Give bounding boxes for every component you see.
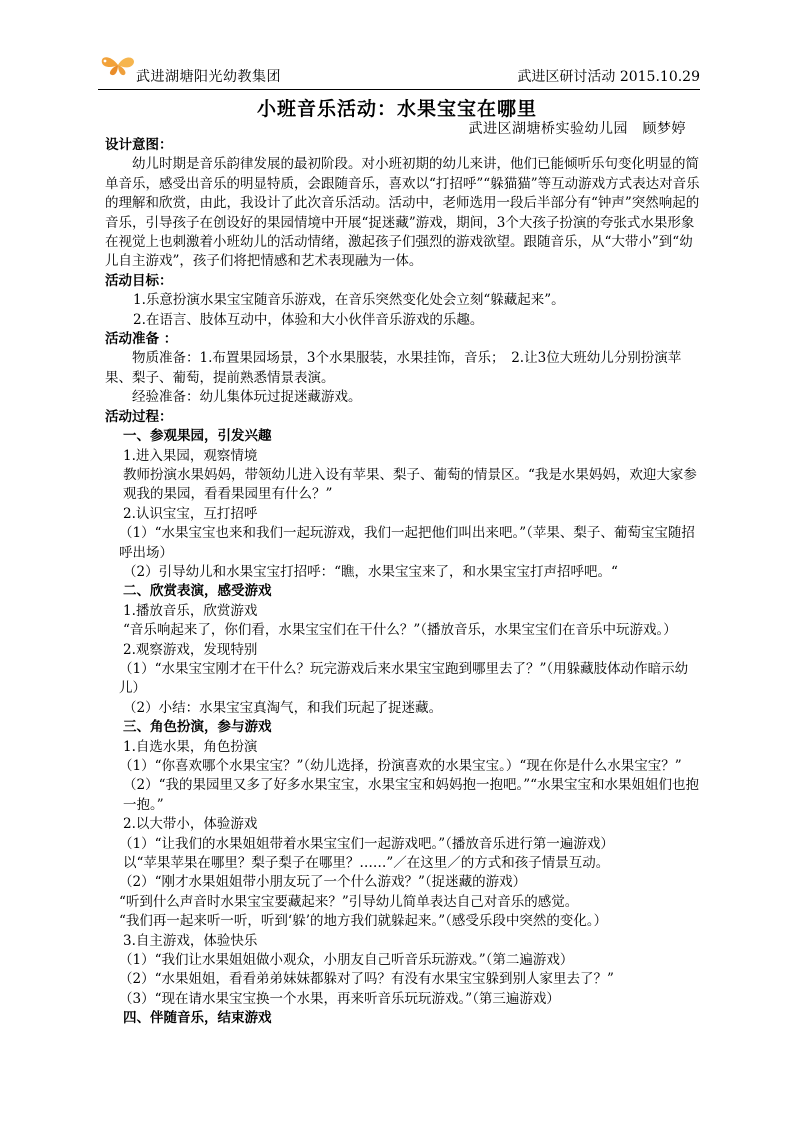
step-text: 教师扮演水果妈妈，带领幼儿进入设有苹果、梨子、葡萄的情景区。“我是水果妈妈，欢迎大家参观我的果园，看看果园里有什么？” bbox=[123, 466, 697, 503]
prep-heading: 活动准备 ： bbox=[105, 331, 178, 348]
step-text: 以“苹果苹果在哪里？梨子梨子在哪里？……”／在这里／的方式和孩子情景互动。 bbox=[123, 855, 610, 872]
goal-item: 2.在语言、肢体互动中，体验和大小伙伴音乐游戏的乐趣。 bbox=[133, 311, 484, 328]
step-item: 1.自选水果，角色扮演 bbox=[123, 738, 258, 755]
step-text: “听到什么声音时水果宝宝要藏起来？”引导幼儿简单表达自己对音乐的感觉。 bbox=[119, 893, 579, 910]
step-item: 1.进入果园，观察情境 bbox=[123, 447, 258, 464]
header-org: 武进湖塘阳光幼教集团 bbox=[136, 69, 281, 85]
page-title: 小班音乐活动：水果宝宝在哪里 bbox=[256, 98, 537, 120]
step-text: （1）“我们让水果姐姐做小观众，小朋友自己听音乐玩游戏。”（第二遍游戏） bbox=[119, 952, 574, 969]
step-text: （2）引导幼儿和水果宝宝打招呼：“瞧，水果宝宝来了，和水果宝宝打声招呼吧。“ bbox=[123, 563, 618, 580]
step-item: 1.播放音乐，欣赏游戏 bbox=[123, 602, 258, 619]
header-divider bbox=[98, 89, 700, 90]
step-item: 2.以大带小，体验游戏 bbox=[123, 816, 258, 833]
page-header bbox=[98, 52, 700, 92]
step-text: （1）“让我们的水果姐姐带着水果宝宝们一起游戏吧。”（播放音乐进行第一遍游戏） bbox=[119, 835, 614, 852]
design-heading: 设计意图： bbox=[105, 137, 173, 153]
author-byline: 武进区湖塘桥实验幼儿园 顾梦婷 bbox=[468, 121, 686, 137]
header-event-date: 武进区研讨活动 2015.10.29 bbox=[517, 69, 700, 85]
step-text: （2）小结：水果宝宝真淘气，和我们玩起了捉迷藏。 bbox=[123, 699, 443, 716]
process-heading: 活动过程： bbox=[105, 408, 173, 425]
goals-heading: 活动目标： bbox=[105, 272, 173, 289]
design-paragraph: 幼儿时期是音乐韵律发展的最初阶段。对小班初期的幼儿来讲，他们已能倾听乐句变化明显的简单音乐，感受出音乐的明显特质，会跟随音乐，喜欢以“打招呼”“躲猫猫”等互动游戏方式表达对音乐的理解和欣赏，由此，我设计了此次音乐活动。活动中，老师选用一段后半部分有“钟声”突然响起的音乐，引导孩子在创设好的果园情境中开展“捉迷藏”游戏，期间，3个大孩子扮演的夸张式水果形象在视觉上也刺激着小班幼儿的活动情绪，激起孩子们强烈的游戏欲望。跟随音乐，从“大带小”到“幼儿自主游戏”，孩子们将把情感和艺术表现融为一体。 bbox=[105, 156, 700, 270]
document-body bbox=[105, 136, 702, 1029]
step-text: （1）“水果宝宝也来和我们一起玩游戏，我们一起把他们叫出来吧。”（苹果、梨子、葡萄宝宝随招呼出场） bbox=[119, 525, 695, 561]
step-text: “音乐响起来了，你们看，水果宝宝们在干什么？”（播放音乐，水果宝宝们在音乐中玩游戏。） bbox=[123, 622, 677, 639]
step-item: 3.自主游戏，体验快乐 bbox=[123, 932, 258, 949]
step-item: 2.观察游戏，发现特别 bbox=[123, 641, 258, 658]
step-text: （3）“现在请水果宝宝换一个水果，再来听音乐玩玩游戏。”（第三遍游戏） bbox=[119, 990, 560, 1007]
butterfly-logo-icon bbox=[98, 52, 138, 78]
step-heading: 四、伴随音乐，结束游戏 bbox=[123, 1010, 272, 1027]
prep-experience: 经验准备：幼儿集体玩过捉迷藏游戏。 bbox=[132, 389, 362, 406]
step-text: （1）“你喜欢哪个水果宝宝？”（幼儿选择，扮演喜欢的水果宝宝。）“现在你是什么水果宝宝？” bbox=[119, 758, 682, 774]
prep-material: 物质准备：1.布置果园场景，3个水果服装，水果挂饰，音乐； 2.让3位大班幼儿分别扮演苹果、梨子、葡萄，提前熟悉情景表演。 bbox=[105, 350, 682, 386]
step-item: 2.认识宝宝，互打招呼 bbox=[123, 505, 258, 522]
step-text: “我们再一起来听一听，听到‘躲’的地方我们就躲起来。”（感受乐段中突然的变化。） bbox=[119, 913, 608, 930]
goal-item: 1.乐意扮演水果宝宝随音乐游戏，在音乐突然变化处会立刻“躲藏起来”。 bbox=[133, 292, 565, 309]
step-text: （2）“我的果园里又多了好多水果宝宝，水果宝宝和妈妈抱一抱吧。”“水果宝宝和水果姐姐们也抱一抱。” bbox=[123, 777, 700, 813]
step-text: （2）“刚才水果姐姐带小朋友玩了一个什么游戏？”（捉迷藏的游戏） bbox=[119, 874, 527, 891]
step-heading: 一、参观果园，引发兴趣 bbox=[123, 428, 272, 445]
step-text: （1）“水果宝宝刚才在干什么？玩完游戏后来水果宝宝跑到哪里去了？”（用躲藏肢体动作暗示幼儿） bbox=[119, 660, 689, 697]
step-heading: 三、角色扮演，参与游戏 bbox=[123, 719, 272, 736]
step-text: （2）“水果姐姐，看看弟弟妹妹都躲对了吗？有没有水果宝宝躲到别人家里去了？” bbox=[119, 971, 614, 988]
step-heading: 二、欣赏表演，感受游戏 bbox=[123, 583, 272, 600]
